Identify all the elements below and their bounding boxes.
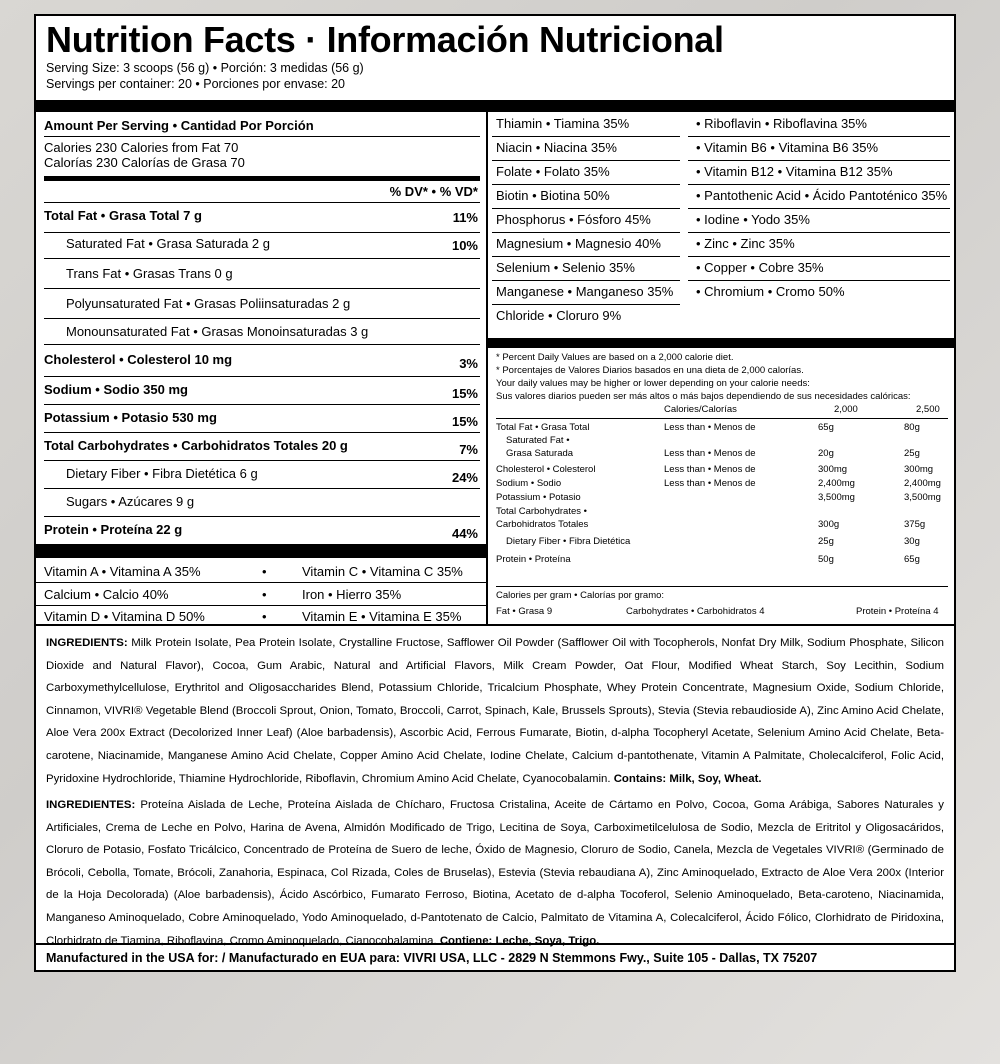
dv-nutrient: Saturated Fat • bbox=[506, 435, 570, 446]
dv-2000: 300g bbox=[818, 519, 840, 530]
riboflavin: • Riboflavin • Riboflavina 35% bbox=[696, 116, 867, 131]
serving-size: Serving Size: 3 scoops (56 g) • Porción: 3 medidas (56 g) bbox=[46, 61, 364, 75]
dv-2500: 3,500mg bbox=[904, 492, 941, 503]
divider bbox=[492, 184, 680, 185]
divider bbox=[44, 344, 480, 345]
nutrient-pct: 7% bbox=[459, 442, 478, 457]
ingredients-en-contains: Contains: Milk, Soy, Wheat. bbox=[613, 772, 762, 785]
dv-nutrient: Sodium • Sodio bbox=[496, 478, 562, 489]
footnote: Your daily values may be higher or lower depending on your calorie needs: bbox=[496, 378, 810, 389]
divider bbox=[44, 488, 480, 489]
magnesium: Magnesium • Magnesio 40% bbox=[496, 236, 661, 251]
divider bbox=[44, 288, 480, 289]
dv-2000: 65g bbox=[818, 422, 834, 433]
calories-en: Calories 230 Calories from Fat 70 bbox=[44, 140, 239, 155]
divider bbox=[492, 280, 680, 281]
divider bbox=[496, 586, 948, 587]
dv-2500: 2,400mg bbox=[904, 478, 941, 489]
footnote: Sus valores diarios pueden ser más altos o más bajos dependiendo de sus necesidades calóricas: bbox=[496, 391, 911, 402]
divider bbox=[688, 184, 950, 185]
divider bbox=[492, 256, 680, 257]
col-2500: 2,500 bbox=[916, 404, 940, 415]
ingredients-section bbox=[36, 624, 954, 947]
dv-2000: 25g bbox=[818, 536, 834, 547]
nutrient-row-trans-fat: Trans Fat • Grasas Trans 0 g bbox=[66, 266, 233, 281]
col-2000: 2,000 bbox=[834, 404, 858, 415]
dv-limit: Less than • Menos de bbox=[664, 464, 756, 475]
nutrient-row-dietary-fiber: Dietary Fiber • Fibra Dietética 6 g bbox=[66, 466, 258, 481]
cpg-fat: Fat • Grasa 9 bbox=[496, 606, 553, 617]
divider bbox=[44, 516, 480, 517]
dv-2500: 25g bbox=[904, 448, 920, 459]
divider bbox=[44, 432, 480, 433]
vitamin-b12: • Vitamin B12 • Vitamina B12 35% bbox=[696, 164, 893, 179]
nutrient-pct: 15% bbox=[451, 414, 478, 429]
copper: • Copper • Cobre 35% bbox=[696, 260, 824, 275]
nutrient-pct: 10% bbox=[451, 238, 478, 253]
vitamin-c: Vitamin C • Vitamina C 35% bbox=[302, 564, 463, 579]
nutrient-row-saturated-fat: Saturated Fat • Grasa Saturada 2 g bbox=[66, 236, 271, 251]
nutrient-row-total-carbohydrates: Total Carbohydrates • Carbohidratos Totales 20 g bbox=[44, 438, 348, 453]
nutrient-row-potassium: Potassium • Potasio 530 mg bbox=[44, 410, 217, 425]
calories-per-gram: Calories per gram • Calorías por gramo: bbox=[496, 590, 665, 601]
niacin: Niacin • Niacina 35% bbox=[496, 140, 617, 155]
zinc: • Zinc • Zinc 35% bbox=[696, 236, 795, 251]
header-divider bbox=[36, 100, 954, 112]
nutrient-pct: 24% bbox=[451, 470, 478, 485]
label-title: Nutrition Facts · Información Nutricional bbox=[46, 19, 724, 60]
calories-es: Calorías 230 Calorías de Grasa 70 bbox=[44, 155, 245, 170]
divider bbox=[492, 208, 680, 209]
dv-nutrient: Grasa Saturada bbox=[506, 448, 574, 459]
dv-2000: 50g bbox=[818, 554, 834, 565]
chromium: • Chromium • Cromo 50% bbox=[696, 284, 845, 299]
nutrient-row-protein: Protein • Proteína 22 g bbox=[44, 522, 183, 537]
dv-2500: 80g bbox=[904, 422, 920, 433]
pantothenic-acid: • Pantothenic Acid • Ácido Pantoténico 35% bbox=[696, 188, 948, 203]
divider bbox=[44, 404, 480, 405]
micronutrient-column bbox=[488, 112, 954, 624]
divider bbox=[44, 258, 480, 259]
nutrient-pct: 15% bbox=[451, 386, 478, 401]
divider bbox=[688, 160, 950, 161]
nutrient-row-total-fat: Total Fat • Grasa Total 7 g bbox=[44, 208, 202, 223]
vitamin-a: Vitamin A • Vitamina A 35% bbox=[44, 564, 201, 579]
manufacturer-text: Manufactured in the USA for: / Manufacturado en EUA para: VIVRI USA, LLC - 2829 N Stemmons Fwy., Suite 105 - Dallas, TX 75207 bbox=[46, 951, 818, 965]
amount-per-serving: Amount Per Serving • Cantidad Por Porción bbox=[44, 118, 314, 133]
ingredients-es-contains: Contiene: Leche, Soya, Trigo. bbox=[439, 934, 600, 947]
ingredients-en-label: INGREDIENTS: bbox=[46, 637, 128, 649]
iodine: • Iodine • Yodo 35% bbox=[696, 212, 810, 227]
ingredients-en bbox=[46, 632, 944, 790]
vitamin-e: Vitamin E • Vitamina E 35% bbox=[302, 609, 462, 624]
iron: Iron • Hierro 35% bbox=[302, 587, 402, 602]
dv-nutrient: Potassium • Potasio bbox=[496, 492, 581, 503]
divider bbox=[688, 232, 950, 233]
divider bbox=[688, 280, 950, 281]
vitamin-d: Vitamin D • Vitamina D 50% bbox=[44, 609, 205, 624]
ingredients-es-label: INGREDIENTES: bbox=[46, 799, 136, 811]
vitamin-bullet: • bbox=[262, 587, 267, 602]
nutrition-label bbox=[34, 14, 956, 972]
divider bbox=[492, 136, 680, 137]
dv-nutrient: Total Fat • Grasa Total bbox=[496, 422, 590, 433]
ingredients-es-text: Proteína Aislada de Leche, Proteína Aislada de Chícharo, Fructosa Cristalina, Aceite de Cártamo en Polvo, Cocoa, Goma Arábiga, Sabores Naturales y Artificiales, Crema de Leche en Polvo, Harina de Avena, Almidón Modificado de Trigo, Lecitina de Soya, Carboximetilcelulosa de Sodio, Mezcla de Eritritol y Oligosacáridos, Cloruro de Potasio, Fosfato Tricálcico, Concentrado de Proteína de Suero de leche, Óxido de Magnesio, Cloruro de Sodio, Canela, Mezcla de Vegetales VIVRI® (Germinado de Brócoli, Cebolla, Tomate, Brócoli, Zanahoria, Espinaca, Col Rizada, Coles de Bruselas), Estevia (Stevia rebaudiana A), Zinc Aminoquelado, Extracto de Aloe Vera 200x (Interior de la Hoja Decolorada) (Aloe barbadensis), Ácido Ascórbico, Fumarato Ferroso, Biotina, Acetato de d-alpha Tocoferol, Selenio Aminoquelado, Beta-caroteno, Niacinamida, Manganeso Aminoquelado, Cobre Aminoquelado, Yodo Aminoquelado, d-Pantotenato de Calcio, Palmitato de Vitamina A, Colecalciferol, Ácido Fólico, Clorhidrato de Piridoxina, Clorhidrato de Tiamina, Riboflavina, Cromo Aminoquelado, Cianocobalamina. bbox=[46, 799, 944, 947]
divider bbox=[688, 136, 950, 137]
divider bbox=[44, 202, 480, 203]
calcium: Calcium • Calcio 40% bbox=[44, 587, 169, 602]
nutrient-row-polyunsaturated-fat: Polyunsaturated Fat • Grasas Poliinsaturadas 2 g bbox=[66, 296, 351, 311]
manganese: Manganese • Manganeso 35% bbox=[496, 284, 674, 299]
divider bbox=[492, 304, 680, 305]
divider bbox=[44, 376, 480, 377]
vitamin-b6: • Vitamin B6 • Vitamina B6 35% bbox=[696, 140, 879, 155]
dv-2000: 300mg bbox=[818, 464, 848, 475]
label-header bbox=[46, 20, 946, 92]
nutrient-pct: 44% bbox=[451, 526, 478, 541]
divider bbox=[492, 160, 680, 161]
divider bbox=[44, 460, 480, 461]
dv-2500: 65g bbox=[904, 554, 920, 565]
footnote-divider bbox=[488, 338, 954, 348]
nutrient-row-cholesterol: Cholesterol • Colesterol 10 mg bbox=[44, 352, 233, 367]
dv-2000: 3,500mg bbox=[818, 492, 855, 503]
divider bbox=[44, 232, 480, 233]
chloride: Chloride • Cloruro 9% bbox=[496, 308, 622, 323]
divider bbox=[36, 605, 486, 606]
dv-2500: 375g bbox=[904, 519, 926, 530]
nutrient-row-sodium: Sodium • Sodio 350 mg bbox=[44, 382, 188, 397]
divider bbox=[44, 318, 480, 319]
cpg-protein: Protein • Proteína 4 bbox=[856, 606, 939, 617]
dv-nutrient: Total Carbohydrates • bbox=[496, 506, 587, 517]
dv-nutrient: Carbohidratos Totales bbox=[496, 519, 589, 530]
nutrient-pct: 3% bbox=[459, 356, 478, 371]
dv-limit: Less than • Menos de bbox=[664, 478, 756, 489]
divider bbox=[492, 232, 680, 233]
divider bbox=[44, 176, 480, 181]
ingredients-es bbox=[46, 794, 944, 952]
footnote: * Percent Daily Values are based on a 2,000 calorie diet. bbox=[496, 352, 734, 363]
dv-2500: 300mg bbox=[904, 464, 934, 475]
nutrient-row-sugars: Sugars • Azúcares 9 g bbox=[66, 494, 195, 509]
folate: Folate • Folato 35% bbox=[496, 164, 610, 179]
thiamin: Thiamin • Tiamina 35% bbox=[496, 116, 630, 131]
dv-limit: Less than • Menos de bbox=[664, 448, 756, 459]
vitamin-bullet: • bbox=[262, 609, 267, 624]
dv-2000: 2,400mg bbox=[818, 478, 855, 489]
dv-nutrient: Dietary Fiber • Fibra Dietética bbox=[506, 536, 631, 547]
footnote: * Porcentajes de Valores Diarios basados en una dieta de 2,000 calorías. bbox=[496, 365, 804, 376]
macro-column bbox=[36, 112, 488, 624]
divider bbox=[688, 208, 950, 209]
manufacturer-footer bbox=[36, 943, 954, 975]
dv-nutrient: Cholesterol • Colesterol bbox=[496, 464, 596, 475]
divider bbox=[496, 418, 948, 419]
divider bbox=[688, 256, 950, 257]
dv-2500: 30g bbox=[904, 536, 920, 547]
nutrient-row-monounsaturated-fat: Monounsaturated Fat • Grasas Monoinsaturadas 3 g bbox=[66, 324, 369, 339]
cpg-carb: Carbohydrates • Carbohidratos 4 bbox=[626, 606, 765, 617]
divider bbox=[44, 136, 480, 137]
servings-per-container: Servings per container: 20 • Porciones por envase: 20 bbox=[46, 77, 345, 91]
ingredients-en-text: Milk Protein Isolate, Pea Protein Isolate, Crystalline Fructose, Safflower Oil Powder (Safflower Oil with Tocopherols, Nonfat Dry Milk, Sodium Phosphate, Silicon Dioxide and Natural Flavor), Cocoa, Gum Arabic, Natural and Artificial Flavors, Milk Cream Powder, Oat Flour, Modified Wheat Starch, Soy Lecithin, Sodium Carboxymethylcellulose, Erythritol and Oligosaccharides Blend, Potassium Chloride, Tricalcium Phosphate, Whey Protein Concentrate, Magnesium Oxide, Sodium Chloride, Cinnamon, VIVRI® Vegetable Blend (Broccoli Sprout, Onion, Tomato, Broccoli, Carrot, Spinach, Kale, Brussels Sprouts), Stevia (Stevia rebaudioside A), Zinc Amino Acid Chelate, Aloe Vera 200x Extract (Decolorized Inner Leaf) (Aloe barbadensis), Ascorbic Acid, Ferrous Fumarate, Biotin, d-alpha Tocopheryl Acetate, Selenium Amino Acid Chelate, Beta-carotene, Niacinamide, Manganese Amino Acid Chelate, Copper Amino Acid Chelate, Iodine Chelate, Calcium d-pantothenate, Vitamin A Palmitate, Cholecalciferol, Folic Acid, Pyridoxine Hydrochloride, Thiamine Hydrochloride, Riboflavin, Chromium Amino Acid Chelate, Cyanocobalamin. bbox=[46, 637, 944, 785]
dv-limit: Less than • Menos de bbox=[664, 422, 756, 433]
divider bbox=[36, 582, 486, 583]
calories-col-label: Calories/Calorías bbox=[664, 404, 737, 415]
biotin: Biotin • Biotina 50% bbox=[496, 188, 610, 203]
dv-header: % DV* • % VD* bbox=[389, 184, 478, 199]
nutrient-pct: 11% bbox=[452, 210, 478, 225]
dv-nutrient: Protein • Proteína bbox=[496, 554, 571, 565]
dv-2000: 20g bbox=[818, 448, 834, 459]
vitamin-bullet: • bbox=[262, 564, 267, 579]
phosphorus: Phosphorus • Fósforo 45% bbox=[496, 212, 651, 227]
vitamin-divider bbox=[36, 544, 486, 558]
selenium: Selenium • Selenio 35% bbox=[496, 260, 635, 275]
